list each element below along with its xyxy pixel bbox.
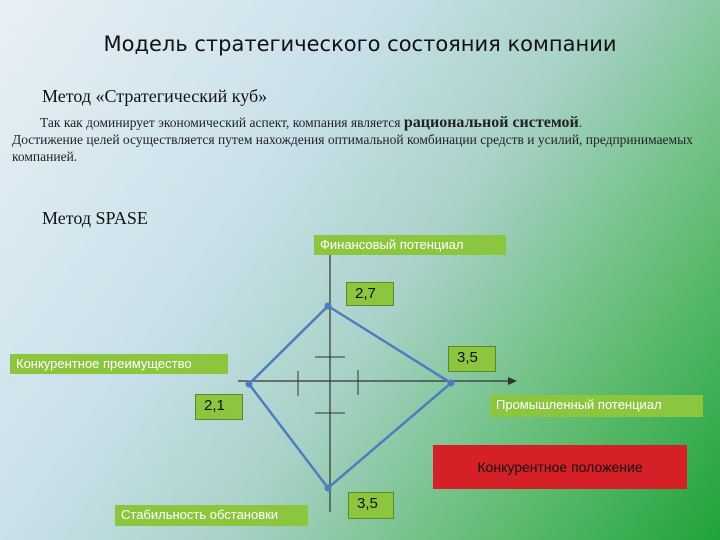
vertex-left: [246, 381, 253, 388]
slide-title: Модель стратегического состояния компании: [103, 32, 617, 56]
description-line1-end: .: [578, 115, 583, 130]
value-bottom: 3,5: [348, 492, 394, 519]
vertex-bottom: [325, 485, 332, 492]
vertex-right: [448, 380, 455, 387]
vertex-top: [325, 303, 332, 310]
axis-label-left: Конкурентное преимущество: [10, 354, 228, 374]
competitive-position-box: Конкурентное положение: [433, 445, 687, 489]
description-line1-text: Так как доминирует экономический аспект, компания является: [40, 115, 404, 130]
description-strong-text: рациональной системой: [403, 114, 579, 131]
value-top: 2,7: [346, 282, 394, 306]
value-left: 2,1: [195, 394, 243, 420]
horizontal-axis-arrow: [508, 377, 517, 385]
value-right: 3,5: [448, 346, 496, 372]
space-polygon: [249, 306, 451, 488]
method-space-heading: Метод SPASE: [42, 208, 148, 228]
axis-label-bottom: Стабильность обстановки: [115, 505, 308, 526]
description-rest: Достижение целей осуществляется путем нахождения оптимальной комбинации средств и усилий, предпринимаемых компанией.: [12, 132, 693, 164]
method-cube-heading: Метод «Стратегический куб»: [42, 86, 268, 106]
axis-label-top: Финансовый потенциал: [314, 235, 506, 255]
axis-label-right: Промышленный потенциал: [490, 395, 703, 417]
